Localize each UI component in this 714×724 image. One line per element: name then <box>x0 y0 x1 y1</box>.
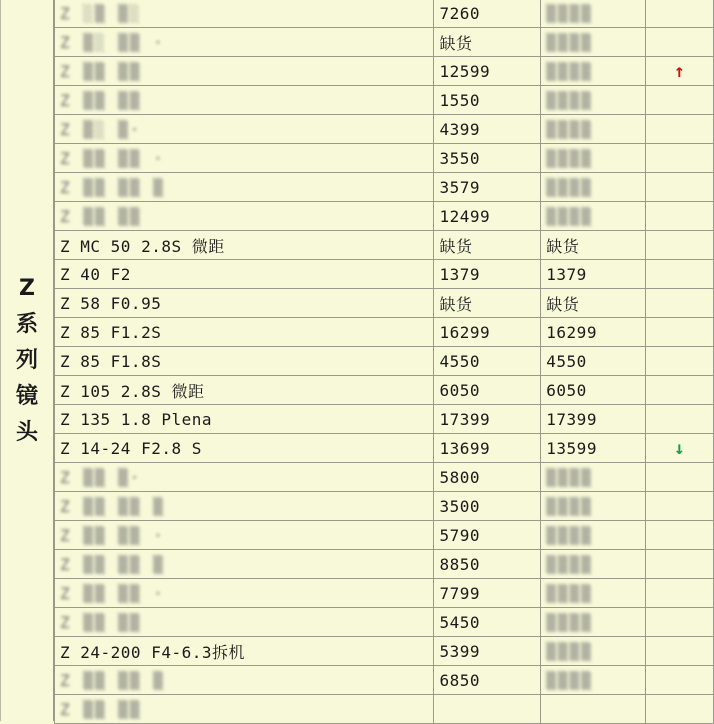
redacted-lens-name: Z ▒▒ ▒▒ · <box>60 525 165 545</box>
redacted-lens-name: Z ▒▒ ▒▒ · <box>60 148 165 168</box>
lens-name: Z 135 1.8 Plena <box>60 409 212 429</box>
redacted-price: ▒▒▒▒ <box>546 641 593 661</box>
lens-name-cell <box>55 115 434 144</box>
table-row <box>55 144 714 173</box>
price-cell-2 <box>541 666 646 695</box>
price-cell: 8850 <box>434 550 541 579</box>
price-cell-2 <box>541 0 646 28</box>
category-label <box>0 0 54 721</box>
price-value: 13599 <box>546 438 597 458</box>
redacted-price: ▒▒▒▒ <box>546 467 593 487</box>
redacted-lens-name: Z ▒▒ ▒▒ <box>60 206 142 226</box>
trend-cell <box>646 463 714 492</box>
price-value: 1379 <box>546 264 587 284</box>
redacted-lens-name: Z ▒▒ ▒▒ <box>60 90 142 110</box>
price-cell: 4550 <box>434 347 541 376</box>
table-row <box>55 28 714 57</box>
trend-cell <box>646 492 714 521</box>
table-row <box>55 115 714 144</box>
lens-name-cell <box>55 144 434 173</box>
price-cell: 缺货 <box>434 289 541 318</box>
price-cell-2 <box>541 28 646 57</box>
price-cell-2 <box>541 318 646 347</box>
down-arrow-icon: ↓ <box>673 437 686 459</box>
price-cell-2 <box>541 86 646 115</box>
price-cell-2 <box>541 289 646 318</box>
lens-name-cell <box>55 86 434 115</box>
trend-cell <box>646 637 714 666</box>
redacted-lens-name: Z ▒▒ ▒▒ ▒ <box>60 670 165 690</box>
lens-name-cell <box>55 695 434 724</box>
price-cell-2 <box>541 115 646 144</box>
price-cell-2 <box>541 695 646 724</box>
price-cell: 3500 <box>434 492 541 521</box>
price-cell: 12499 <box>434 202 541 231</box>
trend-cell <box>646 666 714 695</box>
table-row <box>55 202 714 231</box>
price-cell-2 <box>541 434 646 463</box>
table-row <box>55 521 714 550</box>
redacted-price: ▒▒▒▒ <box>546 177 593 197</box>
table-row <box>55 86 714 115</box>
redacted-lens-name: Z ▒░ ▒▒ · <box>60 32 165 52</box>
trend-cell <box>646 115 714 144</box>
trend-cell <box>646 347 714 376</box>
lens-name-cell <box>55 405 434 434</box>
table-row <box>55 260 714 289</box>
table-row <box>55 57 714 86</box>
lens-name: Z 85 F1.8S <box>60 351 162 371</box>
lens-name: Z 24-200 F4-6.3拆机 <box>60 642 245 662</box>
redacted-lens-name: Z ▒▒ ▒▒ <box>60 612 142 632</box>
lens-name: Z 14-24 F2.8 S <box>60 438 202 458</box>
lens-name-cell <box>55 550 434 579</box>
price-cell: 3579 <box>434 173 541 202</box>
redacted-price: ▒▒▒▒ <box>546 32 593 52</box>
table-row <box>55 579 714 608</box>
table-row <box>55 434 714 463</box>
price-value: 缺货 <box>546 236 580 256</box>
lens-name-cell <box>55 637 434 666</box>
lens-name-cell <box>55 202 434 231</box>
redacted-lens-name: Z ▒▒ ▒▒ · <box>60 583 165 603</box>
redacted-price: ▒▒▒▒ <box>546 525 593 545</box>
lens-name-cell <box>55 28 434 57</box>
price-cell-2 <box>541 463 646 492</box>
redacted-price: ▒▒▒▒ <box>546 583 593 603</box>
trend-cell <box>646 57 714 86</box>
redacted-price: ▒▒▒▒ <box>546 61 593 81</box>
price-cell: 3550 <box>434 144 541 173</box>
price-value: 缺货 <box>546 294 580 314</box>
price-value: 16299 <box>546 322 597 342</box>
table-row <box>55 376 714 405</box>
redacted-lens-name: Z ▒▒ ▒· <box>60 467 142 487</box>
table-row <box>55 492 714 521</box>
table-row <box>55 608 714 637</box>
price-cell-2 <box>541 173 646 202</box>
redacted-lens-name: Z ▒▒ ▒▒ <box>60 61 142 81</box>
redacted-price: ▒▒▒▒ <box>546 554 593 574</box>
trend-cell <box>646 434 714 463</box>
trend-cell <box>646 86 714 115</box>
price-value: 6050 <box>546 380 587 400</box>
trend-cell <box>646 405 714 434</box>
lens-name-cell <box>55 260 434 289</box>
price-cell: 5399 <box>434 637 541 666</box>
price-cell-2 <box>541 260 646 289</box>
price-cell: 1379 <box>434 260 541 289</box>
lens-name-cell <box>55 173 434 202</box>
lens-name-cell <box>55 318 434 347</box>
price-cell-2 <box>541 492 646 521</box>
redacted-lens-name: Z ▒▒ ▒▒ ▒ <box>60 554 165 574</box>
lens-name-cell <box>55 57 434 86</box>
price-cell: 7260 <box>434 0 541 28</box>
price-cell: 13699 <box>434 434 541 463</box>
price-cell-2 <box>541 376 646 405</box>
trend-cell <box>646 173 714 202</box>
redacted-lens-name: Z ▒▒ ▒▒ ▒ <box>60 177 165 197</box>
price-cell <box>434 695 541 724</box>
table-row <box>55 405 714 434</box>
lens-name-cell <box>55 463 434 492</box>
table-row <box>55 318 714 347</box>
trend-cell <box>646 289 714 318</box>
table-row <box>55 463 714 492</box>
trend-cell <box>646 318 714 347</box>
category-char: 列 <box>15 347 38 373</box>
lens-name-cell <box>55 521 434 550</box>
table-row <box>55 289 714 318</box>
table-row <box>55 347 714 376</box>
category-char: 头 <box>15 419 38 445</box>
trend-cell <box>646 608 714 637</box>
trend-cell <box>646 144 714 173</box>
lens-name-cell <box>55 434 434 463</box>
redacted-price: ▒▒▒▒ <box>546 90 593 110</box>
price-cell: 4399 <box>434 115 541 144</box>
price-cell-2 <box>541 521 646 550</box>
lens-name: Z 40 F2 <box>60 264 131 284</box>
price-cell-2 <box>541 608 646 637</box>
trend-cell <box>646 202 714 231</box>
lens-name-cell <box>55 376 434 405</box>
lens-name-cell <box>55 347 434 376</box>
price-cell: 5450 <box>434 608 541 637</box>
price-cell-2 <box>541 347 646 376</box>
lens-name-cell <box>55 579 434 608</box>
lens-name: Z 58 F0.95 <box>60 293 162 313</box>
redacted-lens-name: Z ▒▒ ▒▒ <box>60 699 142 719</box>
lens-name-cell <box>55 231 434 260</box>
trend-cell <box>646 695 714 724</box>
trend-cell <box>646 0 714 28</box>
table-row <box>55 695 714 724</box>
redacted-price: ▒▒▒▒ <box>546 206 593 226</box>
table-row <box>55 0 714 28</box>
lens-price-table <box>54 0 714 724</box>
price-cell: 缺货 <box>434 231 541 260</box>
up-arrow-icon: ↑ <box>673 60 686 82</box>
trend-cell <box>646 28 714 57</box>
price-cell-2 <box>541 202 646 231</box>
redacted-lens-name: Z ▒▒ ▒▒ ▒ <box>60 496 165 516</box>
price-cell: 6050 <box>434 376 541 405</box>
redacted-price: ▒▒▒▒ <box>546 496 593 516</box>
price-cell-2 <box>541 405 646 434</box>
table-row <box>55 666 714 695</box>
price-cell-2 <box>541 231 646 260</box>
lens-name: Z MC 50 2.8S 微距 <box>60 236 225 256</box>
price-value: 4550 <box>546 351 587 371</box>
lens-name: Z 105 2.8S 微距 <box>60 381 205 401</box>
price-cell: 17399 <box>434 405 541 434</box>
price-cell: 5790 <box>434 521 541 550</box>
price-cell-2 <box>541 550 646 579</box>
table-row <box>55 231 714 260</box>
category-char: Z <box>19 275 35 301</box>
redacted-lens-name: Z ▒░ ▒· <box>60 119 142 139</box>
price-cell-2 <box>541 57 646 86</box>
lens-name-cell <box>55 0 434 28</box>
price-value: 17399 <box>546 409 597 429</box>
category-char: 镜 <box>15 383 38 409</box>
redacted-price: ▒▒▒▒ <box>546 670 593 690</box>
redacted-price: ▒▒▒▒ <box>546 612 593 632</box>
redacted-price: ▒▒▒▒ <box>546 3 593 23</box>
price-cell: 6850 <box>434 666 541 695</box>
lens-name-cell <box>55 608 434 637</box>
trend-cell <box>646 260 714 289</box>
price-cell-2 <box>541 637 646 666</box>
price-cell: 16299 <box>434 318 541 347</box>
price-cell: 5800 <box>434 463 541 492</box>
table-row <box>55 637 714 666</box>
price-cell-2 <box>541 579 646 608</box>
lens-name-cell <box>55 492 434 521</box>
category-char: 系 <box>15 311 38 337</box>
price-cell: 缺货 <box>434 28 541 57</box>
redacted-lens-name: Z ░▒ ▒░ <box>60 3 142 23</box>
table-row <box>55 550 714 579</box>
lens-name-cell <box>55 666 434 695</box>
trend-cell <box>646 579 714 608</box>
price-cell-2 <box>541 144 646 173</box>
lens-name-cell <box>55 289 434 318</box>
trend-cell <box>646 376 714 405</box>
redacted-price: ▒▒▒▒ <box>546 119 593 139</box>
table-row <box>55 173 714 202</box>
trend-cell <box>646 231 714 260</box>
trend-cell <box>646 521 714 550</box>
trend-cell <box>646 550 714 579</box>
lens-name: Z 85 F1.2S <box>60 322 162 342</box>
price-cell: 7799 <box>434 579 541 608</box>
redacted-price: ▒▒▒▒ <box>546 148 593 168</box>
price-cell: 1550 <box>434 86 541 115</box>
price-cell: 12599 <box>434 57 541 86</box>
